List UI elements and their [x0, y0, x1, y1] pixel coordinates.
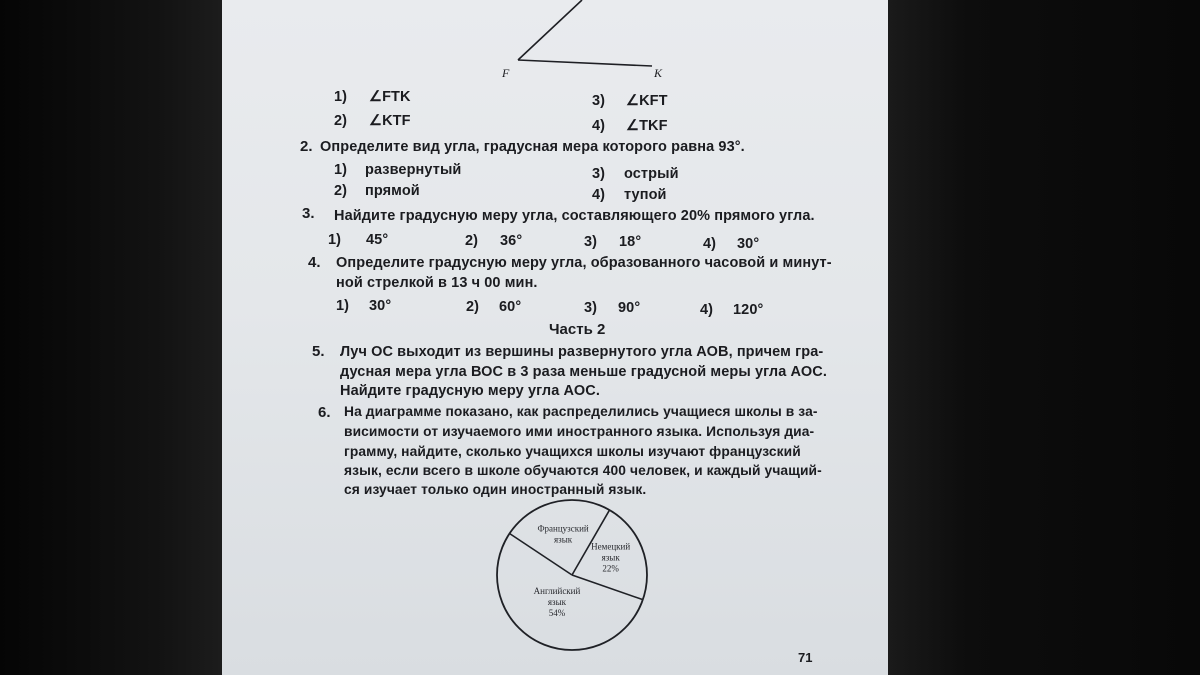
option-text: 18° [619, 234, 642, 250]
option-text: острый [624, 166, 679, 182]
option-number: 2) [334, 113, 348, 129]
option-text: ∠KFT [626, 93, 668, 109]
question-number: 3. [302, 205, 315, 222]
pie-slice-boundary [572, 575, 643, 600]
option-text: 120° [733, 302, 764, 318]
monitor-bezel-right [888, 0, 1200, 675]
textbook-page [222, 0, 888, 675]
pie-slice-label: Французский язык [537, 523, 589, 545]
option-number: 4) [592, 118, 606, 134]
option-text: прямой [365, 183, 420, 199]
question-number: 5. [312, 343, 325, 360]
option-number: 3) [592, 166, 606, 182]
option-number: 4) [592, 187, 606, 203]
option-number: 1) [334, 162, 348, 178]
option-number: 1) [328, 232, 342, 248]
question-text-line: На диаграмме показано, как распределились учащиеся школы в за- [344, 404, 818, 419]
question-text-line: грамму, найдите, сколько учащихся школы изучают французский [344, 444, 801, 459]
question-text-line: дусная мера угла ВОС в 3 раза меньше градусной меры угла АОС. [340, 364, 827, 380]
question-text-line: Найдите градусную меру угла АОС. [340, 383, 600, 399]
option-text: 45° [366, 232, 389, 248]
question-text-line: Определите градусную меру угла, образованного часовой и минут- [336, 255, 832, 271]
pie-slice-label: Немецкий язык 22% [591, 541, 631, 574]
part-heading: Часть 2 [549, 321, 606, 338]
question-text-line: ной стрелкой в 13 ч 00 мин. [336, 275, 538, 291]
option-text: 90° [618, 300, 641, 316]
option-text: 30° [369, 298, 392, 314]
option-number: 3) [584, 300, 598, 316]
question-text-line: язык, если всего в школе обучаются 400 человек, и каждый учащий- [344, 463, 822, 478]
vertex-label-f: F [502, 66, 510, 80]
option-text: ∠KTF [369, 113, 411, 129]
question-number: 4. [308, 254, 321, 271]
pie-slice-label: Английский язык 54% [533, 586, 581, 619]
question-text-line: ся изучает только один иностранный язык. [344, 482, 647, 497]
option-number: 4) [703, 236, 717, 252]
option-number: 3) [592, 93, 606, 109]
option-number: 2) [465, 233, 479, 249]
question-text-line: Луч ОС выходит из вершины развернутого угла АОВ, причем гра- [340, 344, 824, 360]
page-number: 71 [798, 650, 813, 665]
option-text: 36° [500, 233, 523, 249]
option-number: 1) [336, 298, 350, 314]
option-number: 4) [700, 302, 714, 318]
question-number: 2. [300, 138, 313, 155]
option-text: ∠FTK [369, 89, 411, 105]
option-number: 1) [334, 89, 348, 105]
option-text: ∠TKF [626, 118, 668, 134]
option-text: 30° [737, 236, 760, 252]
question-number: 6. [318, 404, 331, 421]
option-text: 60° [499, 299, 522, 315]
option-text: тупой [624, 187, 667, 203]
question-text: Найдите градусную меру угла, составляющего 20% прямого угла. [334, 208, 815, 224]
option-text: развернутый [365, 162, 462, 178]
question-text-line: висимости от изучаемого ими иностранного языка. Используя диа- [344, 424, 815, 439]
triangle-figure [222, 0, 888, 90]
vertex-label-k: K [654, 66, 663, 80]
question-text: Определите вид угла, градусная мера которого равна 93°. [320, 139, 745, 155]
pie-chart [492, 495, 652, 655]
option-number: 2) [334, 183, 348, 199]
option-number: 3) [584, 234, 598, 250]
option-number: 2) [466, 299, 480, 315]
monitor-bezel-left [0, 0, 222, 675]
